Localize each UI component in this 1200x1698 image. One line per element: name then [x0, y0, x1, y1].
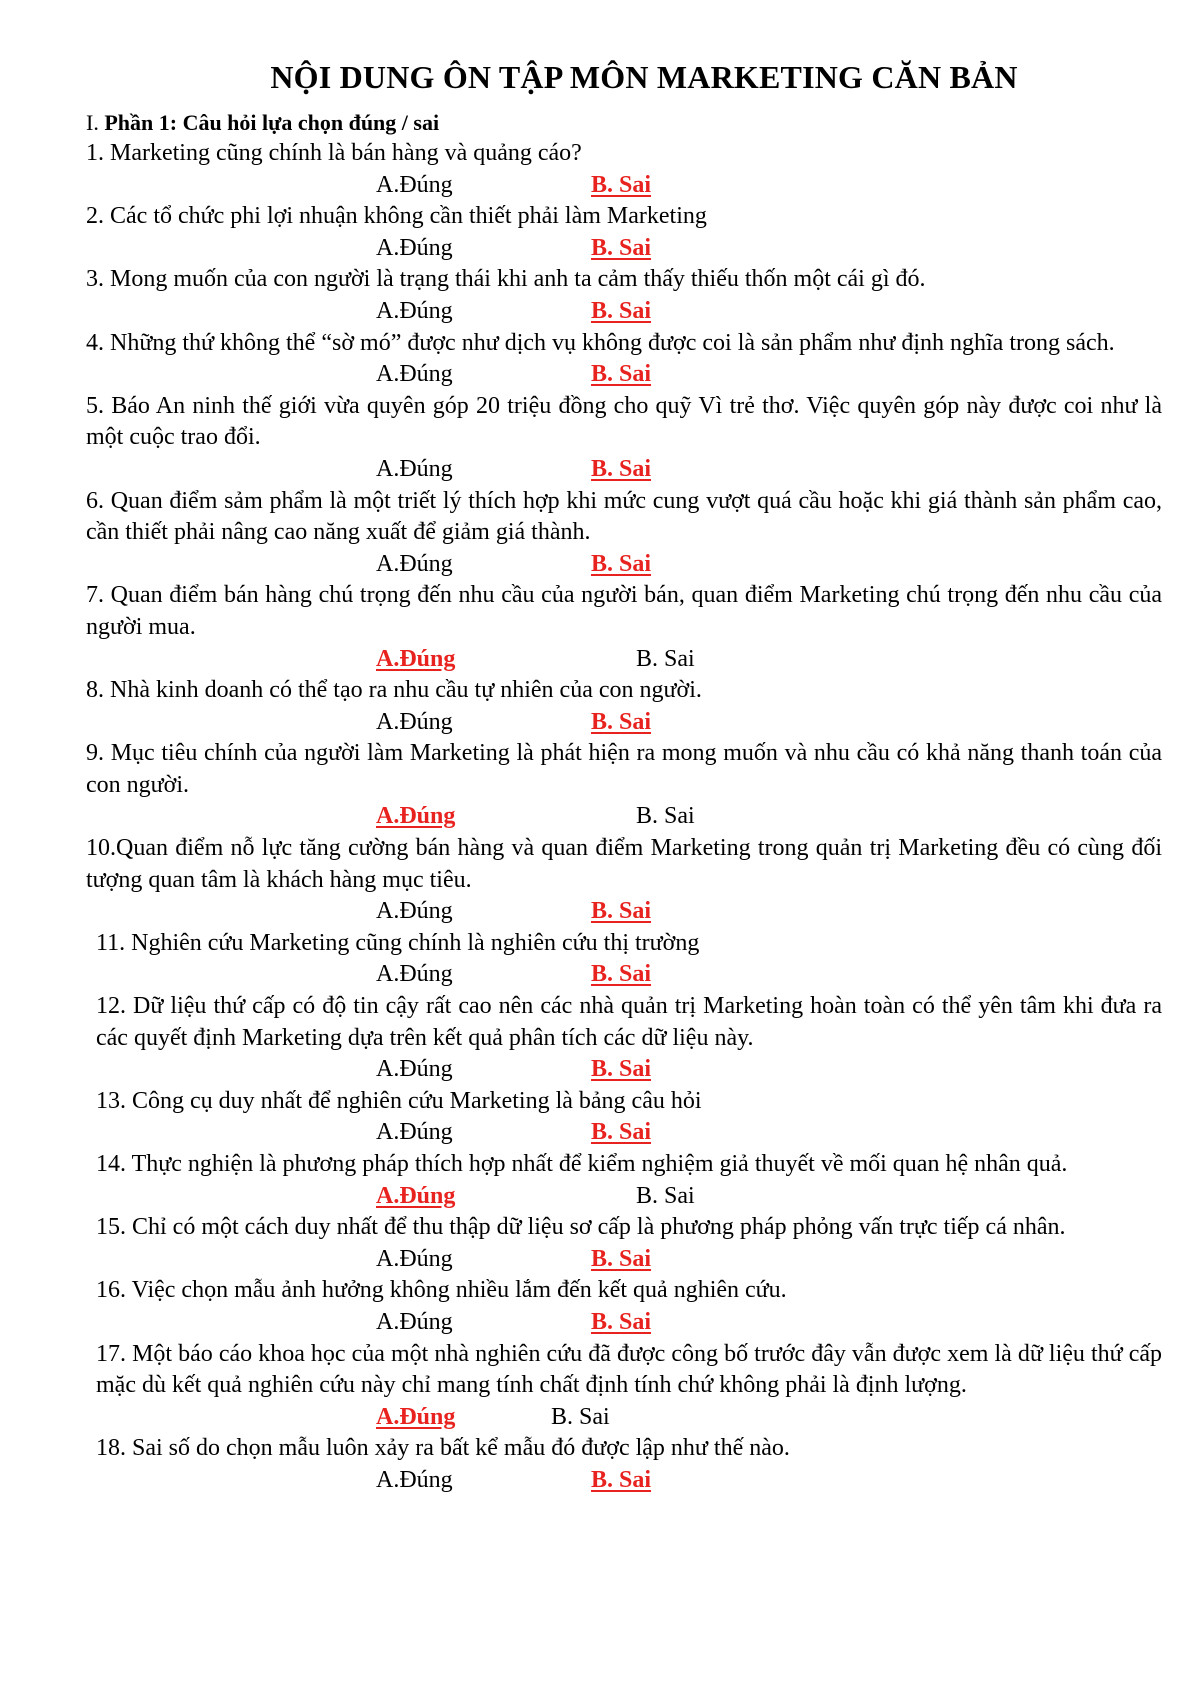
- answer-row: [86, 707, 1162, 739]
- question-list: [86, 138, 1162, 1497]
- question-text: 18. Sai số do chọn mẫu luôn xảy ra bất kể mẫu đó được lập như thế nào.: [96, 1435, 790, 1462]
- answer-row: [86, 454, 1162, 486]
- question-text: 14. Thực nghiện là phương pháp thích hợp nhất để kiểm nghiệm giả thuyết về mối quan hệ nhân quả.: [96, 1151, 1068, 1177]
- answer-option-a[interactable]: A.Đúng: [376, 297, 453, 324]
- answer-option-a[interactable]: A.Đúng: [376, 361, 453, 388]
- answer-row: [86, 644, 1162, 676]
- answer-option-b[interactable]: B. Sai: [591, 1056, 652, 1083]
- question-item: [86, 1433, 1162, 1496]
- question-text: 11. Nghiên cứu Marketing cũng chính là nghiên cứu thị trường: [96, 929, 700, 956]
- question-item: [86, 138, 1162, 201]
- answer-option-b[interactable]: B. Sai: [591, 1308, 652, 1335]
- question-item: [86, 328, 1162, 391]
- question-text: 4. Những thứ không thể “sờ mó” được như dịch vụ không được coi là sản phẩm như định nghĩa trong sách.: [86, 329, 1115, 356]
- answer-option-a[interactable]: A.Đúng: [376, 1245, 453, 1272]
- answer-option-b[interactable]: B. Sai: [636, 645, 695, 672]
- page-title: NỘI DUNG ÔN TẬP MÔN MARKETING CĂN BẢN: [270, 59, 1018, 95]
- question-text: 2. Các tổ chức phi lợi nhuận không cần thiết phải làm Marketing: [86, 203, 707, 230]
- question-text: 12. Dữ liệu thứ cấp có độ tin cậy rất cao nên các nhà quản trị Marketing hoàn toàn có thể yên tâm khi đưa ra các quyết định Marketing dựa trên kết quả phân tích các dữ liệu này.: [96, 993, 1162, 1051]
- answer-row: [86, 1181, 1162, 1213]
- answer-row: [86, 1402, 1162, 1434]
- answer-option-a[interactable]: A.Đúng: [376, 708, 453, 735]
- answer-option-b[interactable]: B. Sai: [591, 361, 652, 388]
- answer-option-b[interactable]: B. Sai: [591, 234, 652, 261]
- question-item: [86, 738, 1162, 833]
- question-text: 13. Công cụ duy nhất để nghiên cứu Marketing là bảng câu hỏi: [96, 1087, 702, 1114]
- question-item: [86, 833, 1162, 928]
- question-item: [86, 264, 1162, 327]
- answer-option-b[interactable]: B. Sai: [591, 898, 652, 925]
- answer-row: [86, 1117, 1162, 1149]
- answer-option-a[interactable]: A.Đúng: [376, 455, 453, 482]
- answer-row: [86, 959, 1162, 991]
- question-text: 15. Chỉ có một cách duy nhất để thu thập dữ liệu sơ cấp là phương pháp phỏng vấn trực tiếp cá nhân.: [96, 1214, 1066, 1241]
- question-text: 3. Mong muốn của con người là trạng thái khi anh ta cảm thấy thiếu thốn một cái gì đó.: [86, 266, 926, 293]
- question-item: [86, 1275, 1162, 1338]
- section-heading: [86, 108, 1162, 138]
- answer-option-a[interactable]: A.Đúng: [376, 1056, 453, 1083]
- answer-row: [86, 233, 1162, 265]
- question-text: 10.Quan điểm nỗ lực tăng cường bán hàng và quan điểm Marketing trong quản trị Marketing đều có cùng đối tượng quan tâm là khách hàng mục tiêu.: [86, 835, 1162, 893]
- answer-row: [86, 896, 1162, 928]
- answer-option-a[interactable]: A.Đúng: [376, 803, 456, 830]
- question-item: [86, 1339, 1162, 1434]
- answer-option-b[interactable]: B. Sai: [591, 1119, 652, 1146]
- answer-row: [86, 1244, 1162, 1276]
- answer-option-a[interactable]: A.Đúng: [376, 550, 453, 577]
- answer-option-b[interactable]: B. Sai: [636, 803, 695, 830]
- question-item: [86, 486, 1162, 581]
- answer-option-b[interactable]: B. Sai: [591, 550, 652, 577]
- question-item: [86, 675, 1162, 738]
- answer-option-b[interactable]: B. Sai: [591, 297, 652, 324]
- answer-option-a[interactable]: A.Đúng: [376, 898, 453, 925]
- question-text: 9. Mục tiêu chính của người làm Marketing là phát hiện ra mong muốn và nhu cầu có khả năng thanh toán của con người.: [86, 740, 1162, 798]
- section-label: Phần 1: Câu hỏi lựa chọn đúng / sai: [104, 110, 440, 135]
- answer-option-b[interactable]: B. Sai: [591, 961, 652, 988]
- answer-option-b[interactable]: B. Sai: [591, 1466, 652, 1493]
- answer-option-b[interactable]: B. Sai: [591, 171, 652, 198]
- question-text: 6. Quan điểm sảm phẩm là một triết lý thích hợp khi mức cung vượt quá cầu hoặc khi giá thành sản phẩm cao, cần thiết phải nâng cao năng xuất để giảm giá thành.: [86, 487, 1162, 546]
- question-item: [86, 1086, 1162, 1149]
- question-item: [86, 391, 1162, 486]
- answer-row: [86, 296, 1162, 328]
- answer-row: [86, 1307, 1162, 1339]
- answer-option-b[interactable]: B. Sai: [591, 1245, 652, 1272]
- question-text: 1. Marketing cũng chính là bán hàng và quảng cáo?: [86, 140, 582, 166]
- question-text: 7. Quan điểm bán hàng chú trọng đến nhu cầu của người bán, quan điểm Marketing chú trọng đến nhu cầu của người mua.: [86, 582, 1162, 640]
- answer-option-a[interactable]: A.Đúng: [376, 1119, 453, 1146]
- question-text: 16. Việc chọn mẫu ảnh hưởng không nhiều lắm đến kết quả nghiên cứu.: [96, 1277, 787, 1304]
- answer-row: [86, 170, 1162, 202]
- section-number: I.: [86, 110, 99, 135]
- question-text: 8. Nhà kinh doanh có thể tạo ra nhu cầu tự nhiên của con người.: [86, 677, 702, 704]
- answer-option-a[interactable]: A.Đúng: [376, 1403, 456, 1430]
- answer-option-a[interactable]: A.Đúng: [376, 645, 456, 672]
- answer-option-b[interactable]: B. Sai: [551, 1403, 610, 1430]
- answer-option-b[interactable]: B. Sai: [591, 455, 652, 482]
- answer-option-b[interactable]: B. Sai: [636, 1182, 695, 1209]
- answer-row: [86, 1465, 1162, 1497]
- question-item: [86, 1149, 1162, 1212]
- answer-row: [86, 801, 1162, 833]
- question-text: 5. Báo An ninh thế giới vừa quyên góp 20 triệu đồng cho quỹ Vì trẻ thơ. Việc quyên góp này được coi như là một cuộc trao đổi.: [86, 392, 1162, 451]
- question-item: [86, 201, 1162, 264]
- question-item: [86, 928, 1162, 991]
- answer-row: [86, 1054, 1162, 1086]
- question-item: [86, 1212, 1162, 1275]
- question-item: [86, 991, 1162, 1086]
- answer-option-a[interactable]: A.Đúng: [376, 1182, 456, 1209]
- answer-option-a[interactable]: A.Đúng: [376, 171, 453, 198]
- answer-option-a[interactable]: A.Đúng: [376, 234, 453, 261]
- answer-option-b[interactable]: B. Sai: [591, 708, 652, 735]
- answer-row: [86, 549, 1162, 581]
- answer-option-a[interactable]: A.Đúng: [376, 1466, 453, 1493]
- question-text: 17. Một báo cáo khoa học của một nhà nghiên cứu đã được công bố trước đây vẫn được xem là dữ liệu thứ cấp mặc dù kết quả nghiên cứu này chỉ mang tính chất định tính chứ không phải là định lượng.: [96, 1340, 1162, 1399]
- question-item: [86, 580, 1162, 675]
- answer-row: [86, 359, 1162, 391]
- answer-option-a[interactable]: A.Đúng: [376, 961, 453, 988]
- answer-option-a[interactable]: A.Đúng: [376, 1308, 453, 1335]
